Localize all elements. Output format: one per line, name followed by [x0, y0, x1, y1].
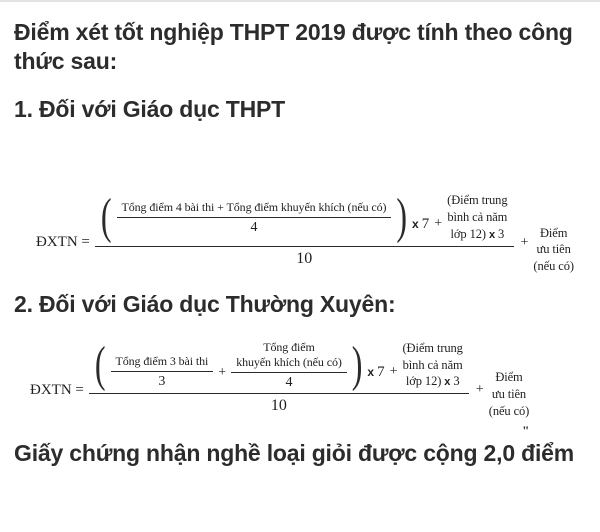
average-multiply-sign: x: [488, 228, 495, 241]
multiply-value: 7: [421, 216, 430, 233]
document-page: [0, 2, 600, 468]
bonus-line2: ưu tiên: [491, 387, 527, 402]
fraction-b-numerator-line1: Tổng điểm: [263, 339, 315, 354]
average-multiply-sign: x: [444, 376, 451, 389]
fraction-a-denominator: 3: [158, 374, 166, 390]
fraction-b-numerator: [231, 340, 347, 373]
average-line2: bình cả năm: [447, 209, 508, 224]
plus-sign: +: [389, 363, 398, 379]
open-paren: (: [94, 335, 106, 392]
bonus-line3: (nếu có): [533, 259, 574, 274]
fraction-b-numerator-line2: khuyến khích (nếu có): [236, 354, 342, 369]
formula-thpt: [14, 187, 586, 274]
average-line1: (Điểm trung: [447, 193, 508, 208]
formula1-denominator: 10: [296, 249, 313, 267]
formula1-main-fraction: [95, 187, 514, 268]
formula1-inner-fraction: [117, 200, 392, 235]
bonus-line2: ưu tiên: [536, 242, 571, 257]
formula2-fraction-a: [111, 354, 214, 389]
inner-plus-sign: +: [218, 364, 227, 380]
average-line2: bình cả năm: [402, 357, 463, 372]
bonus-line1: Điểm: [495, 370, 523, 385]
closing-quote-mark: ": [522, 423, 530, 438]
bonus-plus-sign: +: [475, 382, 484, 398]
formula1-numerator: [95, 187, 514, 247]
formula1-lhs: ĐXTN =: [36, 234, 90, 251]
formula2-numerator: [89, 335, 469, 395]
bonus-points-block: [533, 225, 574, 276]
plus-sign: +: [434, 216, 443, 232]
average-line3: [406, 373, 460, 390]
section1-heading: 1. Đối với Giáo dục THPT: [14, 96, 285, 123]
average-score-block: [447, 192, 507, 243]
multiply-sign: x: [412, 217, 419, 232]
formula2-denominator: 10: [270, 397, 287, 415]
bonus-plus-sign: +: [520, 234, 529, 250]
section2-heading: 2. Đối với Giáo dục Thường Xuyên:: [14, 290, 396, 317]
bonus-line1: Điểm: [539, 225, 568, 240]
multiply-sign: x: [367, 364, 375, 379]
average-line3-prefix: lớp 12): [450, 226, 486, 241]
inner-fraction-numerator: Tổng điểm 4 bài thi + Tổng điểm khuyến khích (nếu có): [117, 200, 392, 218]
formula2-lhs: ĐXTN =: [30, 381, 84, 398]
average-multiply-value: 3: [453, 374, 460, 389]
inner-fraction-denominator: 4: [250, 219, 258, 235]
close-paren: ): [396, 187, 408, 244]
average-line3-prefix: lớp 12): [405, 374, 442, 389]
average-line1: (Điểm trung: [402, 340, 463, 355]
formula-gdtx: [14, 335, 586, 438]
formula2-fraction-b: [231, 340, 347, 390]
formula2-main-fraction: [89, 335, 469, 416]
footer-note: Giấy chứng nhận nghề loại giỏi được cộng 2,0 điểm: [14, 440, 574, 467]
close-paren: ): [351, 335, 363, 392]
fraction-a-numerator: Tổng điểm 3 bài thi: [111, 354, 214, 372]
average-score-block: [402, 340, 462, 391]
average-multiply-value: 3: [497, 226, 505, 241]
average-line3: [451, 226, 505, 243]
page-title: Điểm xét tốt nghiệp THPT 2019 được tính theo công thức sau:: [14, 19, 573, 74]
multiply-value: 7: [377, 363, 385, 380]
bonus-line3: (nếu có): [488, 404, 530, 419]
multiply-seven: [367, 363, 384, 381]
open-paren: (: [100, 187, 112, 244]
multiply-seven: [412, 215, 429, 233]
bonus-points-block: [489, 369, 530, 439]
fraction-b-denominator: 4: [285, 374, 293, 390]
